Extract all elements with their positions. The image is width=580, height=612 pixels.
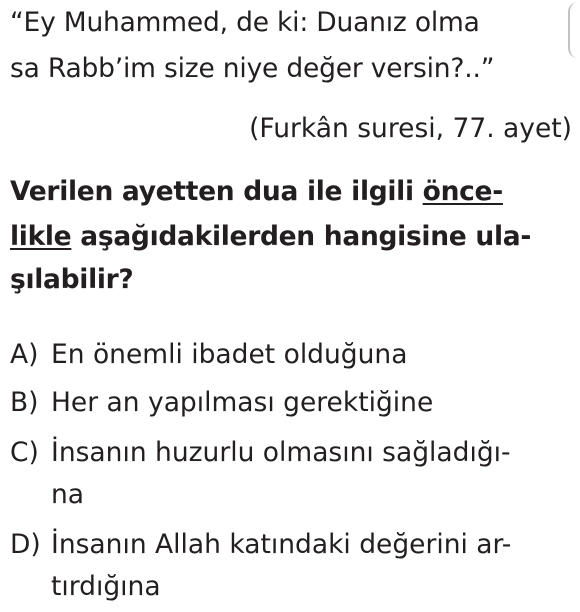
question-line-1 [10,174,503,210]
option-a[interactable] [10,338,407,372]
option-letter: B) [10,387,39,418]
option-d[interactable] [10,528,511,562]
option-letter: C) [10,437,39,468]
option-letter: D) [10,529,41,560]
option-text: Her an yapılması gerektiğine [51,387,434,418]
option-c[interactable] [10,436,511,470]
option-letter: A) [10,339,39,370]
question-line-3: şılabilir? [10,264,134,295]
option-text: İnsanın huzurlu olmasını sağladığı- [51,437,511,468]
page-edge-mark [568,2,580,58]
option-d-continuation: tırdığına [51,571,161,602]
option-text: İnsanın Allah katındaki değerini ar- [51,529,512,560]
quote-line-2: sa Rabb’im size niye değer versin?..” [10,53,495,84]
option-c-continuation: na [51,479,85,510]
option-b[interactable] [10,386,433,420]
quote-source: (Furkân suresi, 77. ayet) [249,113,572,144]
option-text: En önemli ibadet olduğuna [51,339,408,370]
question-emphasis: önce- [422,176,503,207]
quote-line-1: “Ey Muhammed, de ki: Duanız olma [10,7,480,38]
question-text: Verilen ayetten dua ile ilgili [10,176,423,207]
question-line-2 [10,219,531,255]
question-emphasis-cont: likle [10,221,72,252]
question-text-cont: aşağıdakilerden hangisine ula- [71,221,532,252]
